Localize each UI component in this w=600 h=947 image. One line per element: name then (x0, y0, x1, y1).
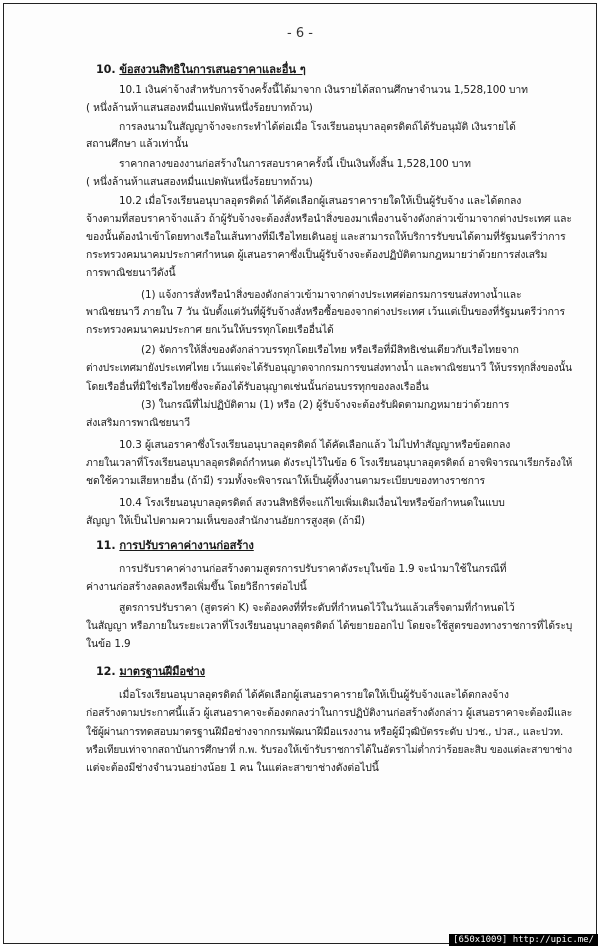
text-line: 10.3 ผู้เสนอราคาซึ่งโรงเรียนอนุบาลอุตรดิตถ์ ได้คัดเลือกแล้ว ไม่ไปทำสัญญาหรือข้อตกลง (119, 439, 511, 451)
text-line: (1) แจ้งการสั่งหรือนำสิ่งของดังกล่าวเข้ามาจากต่างประเทศต่อกรมการขนส่งทางน้ำและ (141, 289, 522, 301)
text-line: เมื่อโรงเรียนอนุบาลอุตรดิตถ์ ได้คัดเลือกผู้เสนอราคารายใดให้เป็นผู้รับจ้างและได้ตกลงจ้าง (119, 689, 509, 701)
section-heading: 10. ข้อสงวนสิทธิในการเสนอราคาและอื่น ๆ (96, 63, 306, 76)
text-line: ในข้อ 1.9 (86, 638, 131, 650)
page-number: - 6 - (287, 26, 313, 41)
text-line: การปรับราคาค่างานก่อสร้างตามสูตรการปรับราคาดังระบุในข้อ 1.9 จะนำมาใช้ในกรณีที่ (119, 563, 507, 575)
text-line: ชดใช้ความเสียหายอื่น (ถ้ามี) รวมทั้งจะพิจารณาให้เป็นผู้ทิ้งงานตามระเบียบของทางราชการ (86, 475, 486, 487)
text-line: การลงนามในสัญญาจ้างจะกระทำได้ต่อเมื่อ โรงเรียนอนุบาลอุตรดิตถ์ได้รับอนุมัติ เงินรายได้ (119, 121, 516, 133)
text-line: (2) จัดการให้สิ่งของดังกล่าวบรรทุกโดยเรือไทย หรือเรือที่มีสิทธิเช่นเดียวกับเรือไทยจาก (141, 344, 519, 356)
text-line: ส่งเสริมการพาณิชยนาวี (86, 417, 190, 429)
text-line: ต่างประเทศมายังประเทศไทย เว้นแต่จะได้รับอนุญาตจากกรมการขนส่งทางน้ำ และพาณิชยนาวี ให้บรรทุกสิ่งของนั้น (86, 362, 572, 374)
text-line: ในสัญญา หรือภายในระยะเวลาที่โรงเรียนอนุบาลอุตรดิตถ์ ได้ขยายออกไป โดยจะใช้สูตรของทางราชการที่ได้ระบุ (86, 620, 573, 632)
text-line: ค่างานก่อสร้างลดลงหรือเพิ่มขึ้น โดยวิธีการต่อไปนี้ (86, 581, 307, 593)
text-line: ภายในเวลาที่โรงเรียนอนุบาลอุตรดิตถ์กำหนด ดังระบุไว้ในข้อ 6 โรงเรียนอนุบาลอุตรดิตถ์ อาจพิจารณาเรียกร้องให้ (86, 457, 573, 469)
text-line: ก่อสร้างตามประกาศนี้แล้ว ผู้เสนอราคาจะต้องตกลงว่าในการปฏิบัติงานก่อสร้างดังกล่าว ผู้เสนอราคาจะต้องมีและ (86, 707, 573, 719)
text-line: 10.4 โรงเรียนอนุบาลอุตรดิตถ์ สงวนสิทธิที่จะแก้ไขเพิ่มเติมเงื่อนไขหรือข้อกำหนดในแบบ (119, 497, 505, 509)
text-line: หรือเทียบเท่าจากสถาบันการศึกษาที่ ก.พ. รับรองให้เข้ารับราชการได้ในอัตราไม่ต่ำกว่าร้อยละสิบ ของแต่ละสาขาช่าง (86, 744, 572, 756)
text-line: การพาณิชยนาวีดังนี้ (86, 267, 176, 279)
text-line: 10.1 เงินค่าจ้างสำหรับการจ้างครั้งนี้ได้มาจาก เงินรายได้สถานศึกษาจำนวน 1,528,100 บาท (119, 84, 528, 96)
watermark: [650x1009] http://upic.me/ (449, 934, 598, 946)
section-heading: 11. การปรับราคาค่างานก่อสร้าง (96, 539, 254, 552)
text-line: ( หนึ่งล้านห้าแสนสองหมื่นแปดพันหนึ่งร้อยบาทถ้วน) (86, 176, 313, 188)
text-line: กระทรวงคมนาคมประกาศ ยกเว้นให้บรรทุกโดยเรืออื่นได้ (86, 324, 334, 336)
text-line: กระทรวงคมนาคมประกาศกำหนด ผู้เสนอราคาซึ่งเป็นผู้รับจ้างจะต้องปฏิบัติตามกฎหมายว่าด้วยการส่งเสริม (86, 249, 548, 261)
text-line: สถานศึกษา แล้วเท่านั้น (86, 138, 189, 150)
text-line: ราคากลางของงานก่อสร้างในการสอบราคาครั้งนี้ เป็นเงินทั้งสิ้น 1,528,100 บาท (119, 158, 471, 170)
text-line: แต่จะต้องมีช่างจำนวนอย่างน้อย 1 คน ในแต่ละสาขาช่างดังต่อไปนี้ (86, 762, 379, 774)
text-line: พาณิชยนาวี ภายใน 7 วัน นับตั้งแต่วันที่ผู้รับจ้างสั่งหรือซื้อของจากต่างประเทศ เว้นแต่เป็นของที่รัฐมนตรีว่าการ (86, 306, 566, 318)
text-line: ( หนึ่งล้านห้าแสนสองหมื่นแปดพันหนึ่งร้อยบาทถ้วน) (86, 102, 313, 114)
text-line: ใช้ผู้ผ่านการทดสอบมาตรฐานฝีมือช่างจากกรมพัฒนาฝีมือแรงงาน หรือผู้มีวุฒิบัตรระดับ ปวช., ปวส., และปวท. (86, 726, 564, 738)
text-line: สัญญา ให้เป็นไปตามความเห็นของสำนักงานอัยการสูงสุด (ถ้ามี) (86, 515, 365, 527)
document-page (3, 3, 597, 944)
text-line: โดยเรืออื่นที่มิใช่เรือไทยซึ่งจะต้องได้รับอนุญาตเช่นนั้นก่อนบรรทุกของลงเรืออื่น (86, 381, 429, 393)
text-line: (3) ในกรณีที่ไม่ปฏิบัติตาม (1) หรือ (2) ผู้รับจ้างจะต้องรับผิดตามกฎหมายว่าด้วยการ (141, 399, 510, 411)
text-line: จ้างตามที่สอบราคาจ้างแล้ว ถ้าผู้รับจ้างจะต้องสั่งหรือนำสิ่งของมาเพื่องานจ้างดังกล่าวเข้ามาจากต่างประเทศ และ (86, 213, 572, 225)
text-line: 10.2 เมื่อโรงเรียนอนุบาลอุตรดิตถ์ ได้คัดเลือกผู้เสนอราคารายใดให้เป็นผู้รับจ้าง และได้ตกลง (119, 195, 522, 207)
text-line: ของนั้นต้องนำเข้าโดยทางเรือในเส้นทางที่มีเรือไทยเดินอยู่ และสามารถให้บริการรับขนได้ตามที่รัฐมนตรีว่าการ (86, 231, 566, 243)
section-heading: 12. มาตรฐานฝีมือช่าง (96, 665, 206, 678)
text-line: สูตรการปรับราคา (สูตรค่า K) จะต้องคงที่ที่ระดับที่กำหนดไว้ในวันแล้วเสร็จตามที่กำหนดไว้ (119, 602, 515, 614)
